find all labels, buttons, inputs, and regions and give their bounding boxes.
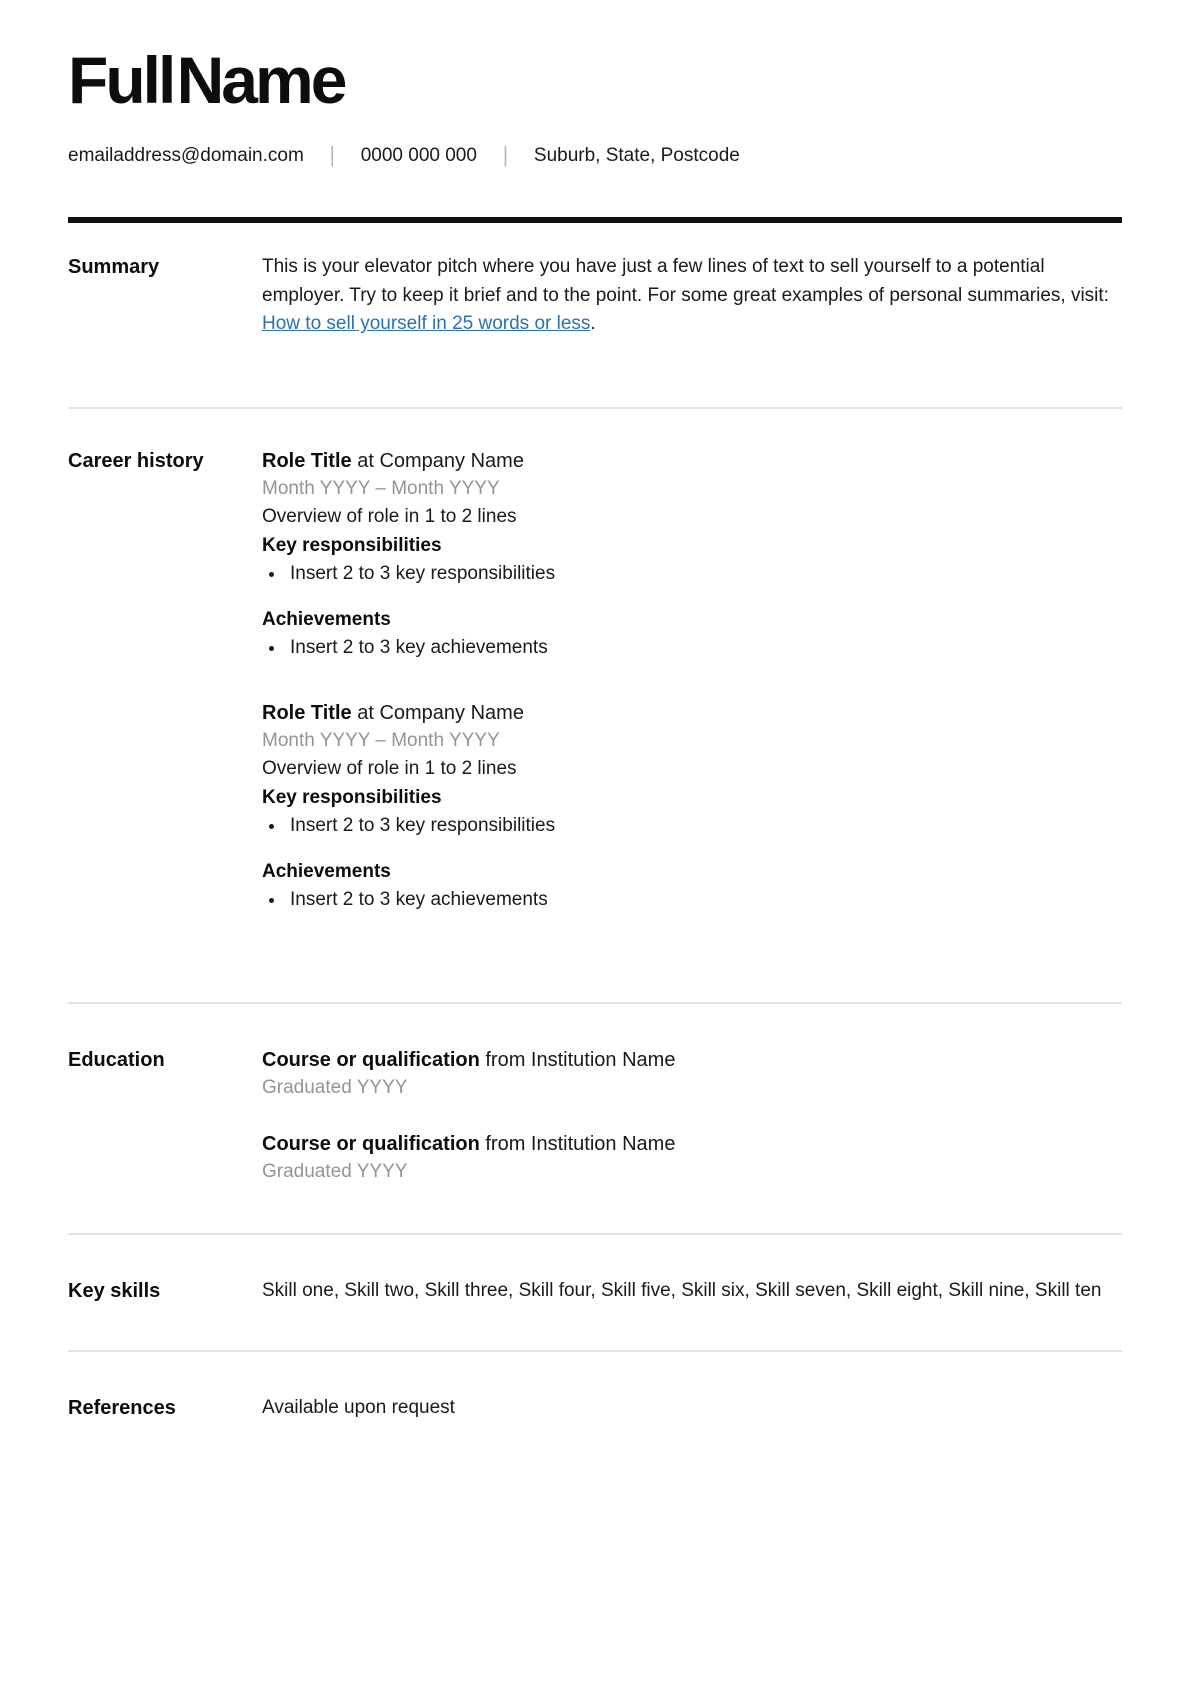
role-responsibilities-list	[262, 812, 1122, 841]
role-achievements-list	[262, 886, 1122, 915]
career-role	[262, 447, 1122, 663]
education-course: Course or qualification	[262, 1048, 480, 1071]
key-skills-label: Key skills	[68, 1279, 161, 1302]
education-title-line	[262, 1130, 1122, 1158]
references-label: References	[68, 1396, 176, 1419]
role-title-suffix: at Company Name	[351, 449, 524, 472]
contact-location: Suburb, State, Postcode	[533, 145, 740, 167]
section-references	[68, 1350, 1122, 1483]
role-achievements-heading: Achievements	[262, 608, 391, 630]
role-overview: Overview of role in 1 to 2 lines	[262, 758, 517, 780]
contact-separator: |	[329, 143, 335, 168]
summary-text-after-link: .	[590, 313, 596, 335]
achievement-item: • Insert 2 to 3 key achievements	[286, 634, 1122, 663]
role-responsibilities-heading: Key responsibilities	[262, 786, 442, 808]
references-content	[262, 1394, 1122, 1423]
career-history-label: Career history	[68, 449, 204, 472]
role-responsibilities-list	[262, 560, 1122, 589]
role-title-suffix: at Company Name	[351, 701, 524, 724]
section-career-history	[68, 407, 1122, 1002]
contact-phone: 0000 000 000	[360, 145, 477, 167]
responsibility-item: • Insert 2 to 3 key responsibilities	[286, 560, 1122, 589]
contact-row	[68, 145, 1122, 167]
achievement-item: • Insert 2 to 3 key achievements	[286, 886, 1122, 915]
role-title: Role Title	[262, 449, 352, 472]
references-text: Available upon request	[262, 1396, 455, 1418]
role-title-line	[262, 447, 1122, 475]
full-name-heading: Full Name	[68, 43, 345, 117]
education-course: Course or qualification	[262, 1133, 480, 1156]
key-skills-content	[262, 1277, 1122, 1306]
education-course-suffix: from Institution Name	[479, 1133, 676, 1156]
role-dates: Month YYYY – Month YYYY	[262, 729, 500, 751]
role-achievements-heading: Achievements	[262, 860, 391, 882]
education-title-line	[262, 1046, 1122, 1074]
key-skills-text: Skill one, Skill two, Skill three, Skill four, Skill five, Skill six, Skill seven, Skill eight, Skill nine, Skill ten	[262, 1279, 1102, 1301]
role-achievements-list	[262, 634, 1122, 663]
section-key-skills	[68, 1233, 1122, 1350]
education-label: Education	[68, 1048, 165, 1071]
education-entry	[262, 1046, 1122, 1103]
education-content	[262, 1046, 1122, 1187]
summary-content	[262, 253, 1122, 339]
resume-header	[68, 43, 1122, 168]
contact-separator: |	[502, 143, 508, 168]
career-history-content	[262, 447, 1122, 932]
education-graduated: Graduated YYYY	[262, 1161, 408, 1183]
education-course-suffix: from Institution Name	[479, 1048, 676, 1071]
summary-link[interactable]: How to sell yourself in 25 words or less	[262, 313, 591, 335]
summary-text-before-link: This is your elevator pitch where you have just a few lines of text to sell yourself to a potential employer. Try to keep it brief and to the point. For some great examples of personal summaries, visit:	[262, 256, 1109, 306]
contact-email: emailaddress@domain.com	[68, 145, 304, 167]
career-role	[262, 699, 1122, 915]
education-graduated: Graduated YYYY	[262, 1076, 408, 1098]
summary-paragraph	[262, 253, 1122, 339]
summary-label: Summary	[68, 256, 160, 279]
role-responsibilities-heading: Key responsibilities	[262, 534, 442, 556]
role-title: Role Title	[262, 701, 352, 724]
responsibility-item: • Insert 2 to 3 key responsibilities	[286, 812, 1122, 841]
role-overview: Overview of role in 1 to 2 lines	[262, 506, 517, 528]
education-entry	[262, 1130, 1122, 1187]
section-education	[68, 1002, 1122, 1233]
role-dates: Month YYYY – Month YYYY	[262, 477, 500, 499]
role-title-line	[262, 699, 1122, 727]
section-summary	[68, 223, 1122, 407]
